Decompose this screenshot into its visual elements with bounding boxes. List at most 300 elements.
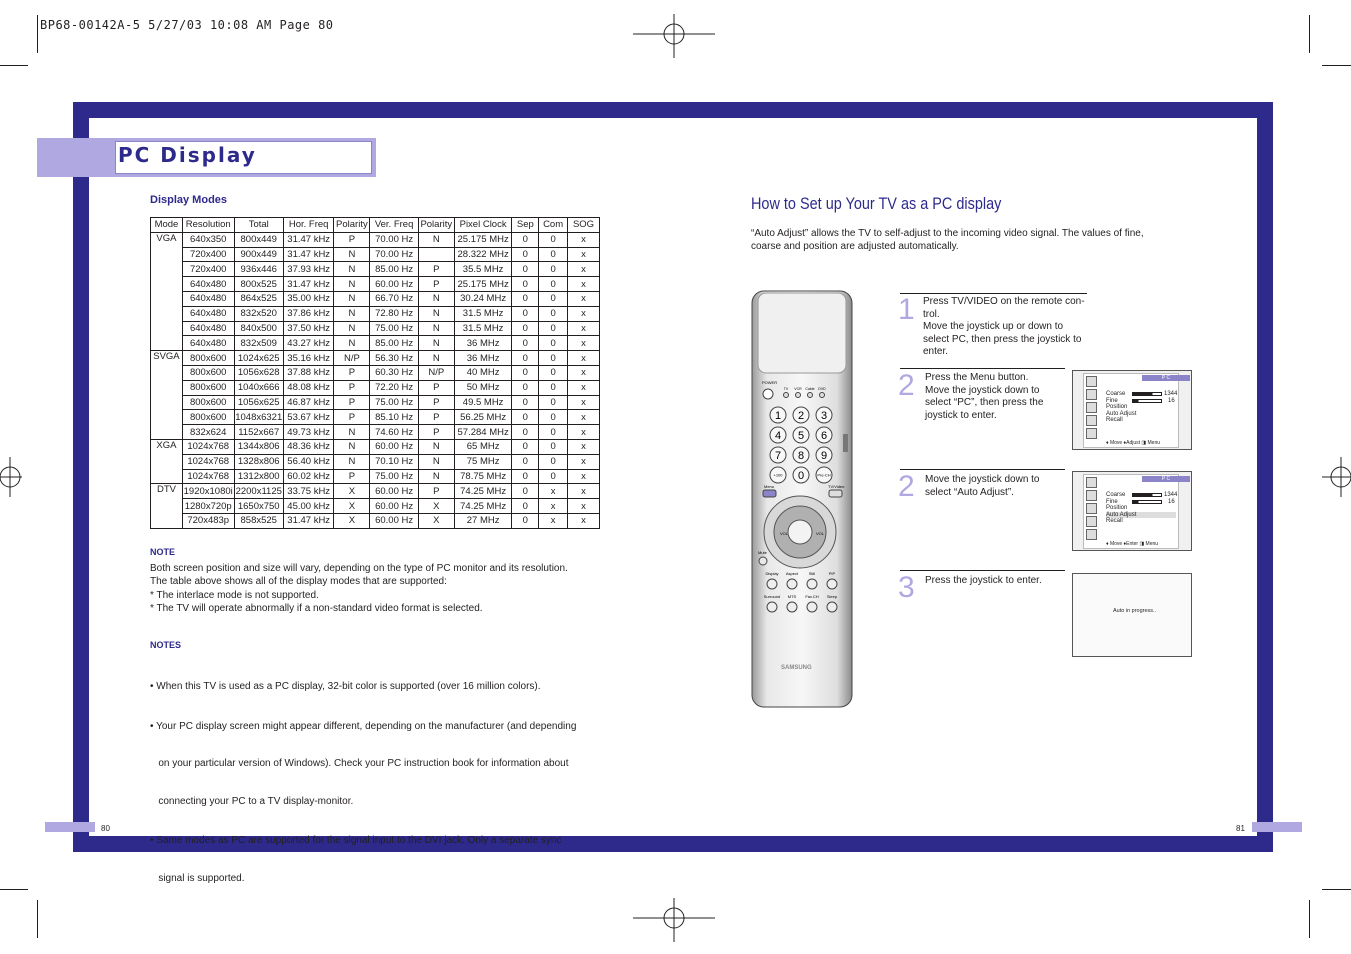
table-cell: 48.08 kHz (283, 380, 333, 395)
table-cell: 640x480 (182, 336, 234, 351)
step-line: select “PC”, then press the (925, 397, 1044, 409)
registration-mark-bottom (633, 898, 715, 942)
table-cell: 832x624 (182, 425, 234, 440)
table-cell: 0 (512, 351, 539, 366)
table-cell: 640x480 (182, 306, 234, 321)
table-cell: 1312x800 (234, 469, 283, 484)
table-cell: 936x446 (234, 262, 283, 277)
table-cell: x (568, 306, 600, 321)
remote-source-label: VCR (794, 387, 802, 391)
crop-mark (1309, 900, 1310, 938)
osd-value: 16 (1168, 498, 1175, 505)
table-cell: x (568, 232, 600, 247)
table-cell: x (568, 321, 600, 336)
osd-item: Recall (1106, 417, 1123, 423)
remote-digit-label: 9 (820, 450, 828, 462)
table-cell: 31.47 kHz (283, 232, 333, 247)
table-cell: N (418, 291, 454, 306)
osd-header: P C (1142, 476, 1190, 482)
table-cell: 0 (539, 336, 568, 351)
table-cell: 640x480 (182, 321, 234, 336)
table-cell: N (418, 439, 454, 454)
table-cell: 85.00 Hz (370, 262, 418, 277)
table-cell: x (568, 277, 600, 292)
table-cell: 840x500 (234, 321, 283, 336)
intro-text (751, 228, 1171, 253)
remote-digit-label: Pre-CH (817, 472, 831, 478)
table-header: Polarity (334, 218, 370, 233)
crop-mark (0, 889, 28, 890)
table-row (151, 351, 600, 366)
table-row (151, 380, 600, 395)
table-cell: 0 (512, 232, 539, 247)
remote-function-button (787, 579, 797, 589)
table-row (151, 454, 600, 469)
table-cell: 75.00 Hz (370, 395, 418, 410)
table-cell: x (568, 395, 600, 410)
table-cell: N (334, 454, 370, 469)
table-cell: 1040x666 (234, 380, 283, 395)
table-cell: P (418, 380, 454, 395)
table-cell: 0 (512, 484, 539, 499)
remote-function-button (767, 602, 777, 612)
print-header: BP68-00142A-5 5/27/03 10:08 AM Page 80 (40, 18, 334, 32)
step-divider (900, 368, 1065, 369)
table-cell: 1024x768 (182, 454, 234, 469)
osd-slider (1132, 500, 1162, 504)
table-cell: x (568, 469, 600, 484)
table-cell: 56.40 kHz (283, 454, 333, 469)
table-cell: N (418, 321, 454, 336)
remote-tvvideo-label: TV/Video (828, 484, 845, 489)
table-row (151, 247, 600, 262)
table-cell: 0 (512, 469, 539, 484)
table-cell: 0 (539, 351, 568, 366)
table-cell: 37.86 kHz (283, 306, 333, 321)
table-cell: 33.75 kHz (283, 484, 333, 499)
table-cell: 0 (512, 499, 539, 514)
table-cell: X (418, 513, 454, 528)
table-header: Resolution (182, 218, 234, 233)
remote-function-label: MTS (787, 594, 797, 599)
osd-item: Coarse (1106, 492, 1126, 498)
remote-function-label: PIP (828, 571, 836, 576)
table-cell: 65 MHz (454, 439, 512, 454)
registration-mark-top (633, 14, 715, 58)
table-cell: 43.27 kHz (283, 336, 333, 351)
remote-source-button (808, 393, 813, 398)
table-cell: 900x449 (234, 247, 283, 262)
table-cell: N (418, 454, 454, 469)
table-cell: P (418, 425, 454, 440)
table-cell: 1048x6321 (235, 411, 283, 423)
osd-slider (1132, 392, 1162, 396)
table-cell: P (334, 395, 370, 410)
table-cell: 0 (539, 469, 568, 484)
table-cell: 0 (539, 365, 568, 380)
table-cell: 60.02 kHz (283, 469, 333, 484)
osd-item: Position (1106, 404, 1128, 410)
table-cell: x (568, 336, 600, 351)
table-cell: 0 (512, 321, 539, 336)
table-cell: x (568, 380, 600, 395)
table-cell: 0 (512, 336, 539, 351)
table-cell: 28.322 MHz (454, 247, 512, 262)
table-cell: P (418, 277, 454, 292)
table-cell: 0 (512, 454, 539, 469)
remote-mute-label: Mute (758, 550, 767, 555)
table-row (151, 365, 600, 380)
remote-source-button (820, 393, 825, 398)
table-cell: P (418, 484, 454, 499)
step-2-text (925, 372, 1043, 422)
crop-mark (1322, 65, 1351, 66)
table-cell: 60.30 Hz (370, 365, 418, 380)
table-cell: 864x525 (234, 291, 283, 306)
step-divider (900, 469, 1065, 470)
table-cell: N (334, 306, 370, 321)
step-line: trol. (923, 308, 940, 320)
table-cell: x (539, 484, 568, 499)
table-cell: 0 (512, 513, 539, 528)
step-line: Press the Menu button. (925, 372, 1029, 383)
table-row (151, 410, 600, 425)
osd-auto-progress (1072, 573, 1192, 657)
table-cell: 720x400 (182, 247, 234, 262)
table-header: Total (234, 218, 283, 233)
osd-value: 1344 (1164, 492, 1178, 498)
osd-footer: ♦ Move ♦Enter ◨ Menu (1106, 541, 1159, 547)
osd-progress-text: Auto in progress.. (1113, 608, 1157, 614)
table-cell: x (568, 410, 600, 425)
table-cell: 31.5 MHz (454, 321, 512, 336)
table-header: Ver. Freq (370, 218, 418, 233)
table-cell: 66.70 Hz (370, 291, 418, 306)
table-cell: x (568, 425, 600, 440)
table-cell: 0 (512, 262, 539, 277)
step-line: select “Auto Adjust”. (925, 486, 1014, 498)
table-row (151, 336, 600, 351)
table-cell: 858x525 (234, 513, 283, 528)
step-4-text (925, 575, 1042, 588)
table-row (151, 439, 600, 454)
remote-brand: SAMSUNG (781, 665, 812, 671)
table-cell: 800x600 (182, 365, 234, 380)
table-cell: 27 MHz (454, 513, 512, 528)
table-cell: 35.16 kHz (283, 351, 333, 366)
table-cell: x (568, 499, 600, 514)
step-line: Move the joystick down to (925, 384, 1040, 396)
table-cell: 0 (539, 410, 568, 425)
table-cell: N (418, 469, 454, 484)
page-frame-right (1257, 102, 1273, 852)
remote-function-button (807, 602, 817, 612)
table-cell: 1280x720p (182, 499, 234, 514)
table-cell: 1024x768 (182, 439, 234, 454)
step-line: select PC, then press the joystick to (923, 333, 1082, 345)
table-cell: 74.25 MHz (454, 499, 512, 514)
table-header: Hor. Freq (283, 218, 333, 233)
table-cell: x (539, 513, 568, 528)
step-line: Move the joystick down to (925, 474, 1040, 485)
table-cell: N/P (334, 351, 370, 366)
table-cell: x (568, 291, 600, 306)
remote-source-label: TV (783, 387, 789, 391)
osd-header: P C (1142, 375, 1190, 381)
table-cell: 36 MHz (454, 336, 512, 351)
table-cell: 1344x806 (234, 439, 283, 454)
table-cell: 40 MHz (454, 365, 512, 380)
osd-item: Coarse (1106, 391, 1126, 397)
remote-digit-label: 1 (774, 410, 782, 422)
step-line: enter. (923, 346, 949, 358)
remote-digit-label: +100 (773, 472, 783, 478)
table-cell: 0 (512, 380, 539, 395)
remote-function-button (767, 579, 777, 589)
table-row (151, 425, 600, 440)
table-row (151, 513, 600, 528)
table-cell: N (334, 425, 370, 440)
table-cell: 85.00 Hz (370, 336, 418, 351)
osd-item: Fine (1106, 498, 1118, 505)
page-frame-top (73, 102, 1273, 118)
notes-line: signal is supported. (150, 872, 245, 884)
table-cell: 70.00 Hz (370, 247, 418, 262)
osd-pc-menu-2 (1072, 471, 1192, 551)
display-modes-heading: Display Modes (150, 194, 228, 206)
table-cell: x (568, 365, 600, 380)
mode-cell: SVGA (151, 351, 183, 440)
table-cell: 800x600 (182, 395, 234, 410)
intro-line: “Auto Adjust” allows the TV to self-adjust to the incoming video signal. The values of fine, (751, 228, 1144, 239)
crop-mark (0, 65, 28, 66)
table-cell: 0 (512, 425, 539, 440)
step-1-text (923, 296, 1085, 359)
osd-slider (1132, 399, 1162, 403)
step-line: Move the joystick up or down to (923, 321, 1064, 333)
table-cell: 2200x1125 (235, 485, 282, 497)
osd-item-selected: Auto Adjust (1106, 512, 1176, 519)
table-cell: 1328x806 (234, 454, 283, 469)
table-cell: N (418, 336, 454, 351)
table-cell: P (334, 469, 370, 484)
display-modes-table (150, 217, 600, 529)
table-header: Pixel Clock (454, 218, 512, 233)
osd-slider (1132, 493, 1162, 497)
table-cell: 49.73 kHz (283, 425, 333, 440)
page-title: PC Display (118, 143, 257, 167)
table-cell: 60.00 Hz (370, 439, 418, 454)
notes-line: • Your PC display screen might appear different, depending on the manufacturer (and depending (150, 720, 577, 732)
table-cell: 0 (539, 291, 568, 306)
table-cell: 74.60 Hz (370, 425, 418, 440)
remote-source-label: DVD (818, 387, 826, 391)
table-cell: 640x480 (182, 277, 234, 292)
table-cell: 800x449 (234, 232, 283, 247)
table-cell: 640x480 (182, 291, 234, 306)
table-cell: 49.5 MHz (454, 395, 512, 410)
table-cell: X (418, 499, 454, 514)
table-cell: 0 (539, 306, 568, 321)
table-cell: 31.47 kHz (283, 513, 333, 528)
table-cell: 31.47 kHz (283, 277, 333, 292)
table-cell: 640x350 (182, 232, 234, 247)
table-cell: 1650x750 (234, 499, 283, 514)
table-cell: P (334, 365, 370, 380)
table-cell: 0 (539, 425, 568, 440)
remote-digit-label: 5 (797, 430, 805, 442)
table-cell: N (334, 336, 370, 351)
table-cell: 25.175 MHz (454, 277, 512, 292)
table-header: Mode (151, 218, 183, 233)
table-cell: 0 (539, 262, 568, 277)
table-cell: P (418, 262, 454, 277)
table-cell: 1152x667 (234, 425, 283, 440)
crop-mark (37, 15, 38, 53)
table-row (151, 484, 600, 499)
mode-cell: DTV (151, 484, 183, 528)
table-cell: 0 (512, 439, 539, 454)
table-cell: 0 (539, 454, 568, 469)
table-cell: X (334, 499, 370, 514)
table-cell: x (568, 484, 600, 499)
table-cell: N (418, 232, 454, 247)
table-cell: 31.47 kHz (283, 247, 333, 262)
table-cell: 35.00 kHz (283, 291, 333, 306)
remote-digit-label: 0 (797, 470, 805, 482)
table-cell: 0 (512, 410, 539, 425)
table-cell: N (334, 291, 370, 306)
table-cell: 31.5 MHz (454, 306, 512, 321)
step-3-text (925, 474, 1040, 499)
table-cell: N/P (418, 365, 454, 380)
table-cell: 1024x768 (182, 469, 234, 484)
table-cell: 0 (512, 291, 539, 306)
osd-value: 1344 (1164, 391, 1178, 397)
step-divider (900, 293, 1087, 294)
crop-mark (37, 900, 38, 938)
remote-source-label: Cable (805, 387, 815, 391)
note-line: The table above shows all of the display modes that are supported: (150, 575, 447, 587)
step-line: joystick to enter. (925, 409, 997, 421)
table-row (151, 262, 600, 277)
intro-line: coarse and position are adjusted automatically. (751, 240, 959, 252)
osd-value: 16 (1168, 397, 1175, 404)
table-cell: N (334, 439, 370, 454)
table-cell: 48.36 kHz (283, 439, 333, 454)
registration-mark-left (0, 455, 22, 499)
registration-mark-right (1322, 455, 1351, 499)
table-cell: 1024x625 (234, 351, 283, 366)
table-cell: P (334, 410, 370, 425)
osd-item: Recall (1106, 518, 1123, 524)
table-cell: P (334, 380, 370, 395)
osd-item: Auto Adjust (1106, 410, 1137, 417)
table-cell: 800x600 (182, 410, 234, 425)
table-cell: 60.00 Hz (370, 484, 418, 499)
notes-line: • When this TV is used as a PC display, 32-bit color is supported (over 16 million colors). (150, 681, 541, 692)
page-frame-left (73, 102, 89, 852)
table-cell: 1920x1080i (183, 485, 233, 497)
remote-digit-label: 8 (797, 450, 805, 462)
notes-body (150, 656, 600, 898)
remote-vol-label: VOL (780, 531, 789, 536)
table-cell: 74.25 MHz (454, 484, 512, 499)
crop-mark (1322, 889, 1351, 890)
table-cell: P (418, 410, 454, 425)
table-cell: 0 (539, 321, 568, 336)
remote-vol-label: VOL (816, 531, 825, 536)
table-cell: x (568, 247, 600, 262)
table-row (151, 499, 600, 514)
table-cell: 800x525 (234, 277, 283, 292)
table-row (151, 395, 600, 410)
note-line: Both screen position and size will vary, depending on the type of PC monitor and its resolution. (150, 563, 568, 574)
page-number-left: 80 (101, 824, 110, 833)
step-line: Press the joystick to enter. (925, 575, 1042, 586)
notes-heading: NOTES (150, 640, 182, 650)
table-cell: 0 (539, 232, 568, 247)
table-cell: 1056x628 (234, 365, 283, 380)
table-cell: x (568, 439, 600, 454)
table-cell: X (334, 513, 370, 528)
mode-cell: XGA (151, 439, 183, 483)
note-line: * The TV will operate abnormally if a non-standard video format is selected. (150, 602, 483, 614)
table-cell: 25.175 MHz (454, 232, 512, 247)
table-header: Com (539, 218, 568, 233)
table-cell: 60.00 Hz (370, 277, 418, 292)
table-cell: 800x600 (182, 351, 234, 366)
notes-line: connecting your PC to a TV display-monitor. (150, 795, 354, 807)
table-row (151, 469, 600, 484)
table-cell: 36 MHz (454, 351, 512, 366)
table-cell: x (568, 262, 600, 277)
osd-item: Fine (1106, 397, 1118, 404)
osd-footer: ♦ Move ♦Adjust ◨ Menu (1106, 440, 1161, 446)
table-cell: 53.67 kHz (283, 410, 333, 425)
table-cell: N (334, 277, 370, 292)
remote-function-label: Display (765, 571, 779, 576)
remote-function-button (827, 579, 837, 589)
table-cell: 56.30 Hz (370, 351, 418, 366)
table-cell: 0 (539, 395, 568, 410)
table-cell: 60.00 Hz (370, 499, 418, 514)
table-cell: 60.00 Hz (370, 513, 418, 528)
table-cell: 56.25 MHz (454, 410, 512, 425)
table-cell: 85.10 Hz (370, 410, 418, 425)
table-cell: 50 MHz (454, 380, 512, 395)
page-number-bar-left (45, 822, 95, 832)
remote-function-label: Sleep (826, 594, 838, 599)
table-cell (418, 247, 454, 262)
table-header: Polarity (418, 218, 454, 233)
table-cell: x (568, 351, 600, 366)
table-cell: N (334, 247, 370, 262)
note-body (150, 563, 600, 615)
table-cell: 70.10 Hz (370, 454, 418, 469)
remote-function-label: Aspect (785, 571, 799, 576)
table-row (151, 321, 600, 336)
table-cell: 37.93 kHz (283, 262, 333, 277)
remote-function-label: Still (808, 571, 816, 576)
table-cell: 30.24 MHz (454, 291, 512, 306)
table-cell: 37.88 kHz (283, 365, 333, 380)
table-cell: N (418, 351, 454, 366)
table-cell: 0 (539, 439, 568, 454)
table-cell: 45.00 kHz (283, 499, 333, 514)
table-cell: 0 (512, 277, 539, 292)
remote-function-label: Fav.CH (805, 594, 819, 599)
